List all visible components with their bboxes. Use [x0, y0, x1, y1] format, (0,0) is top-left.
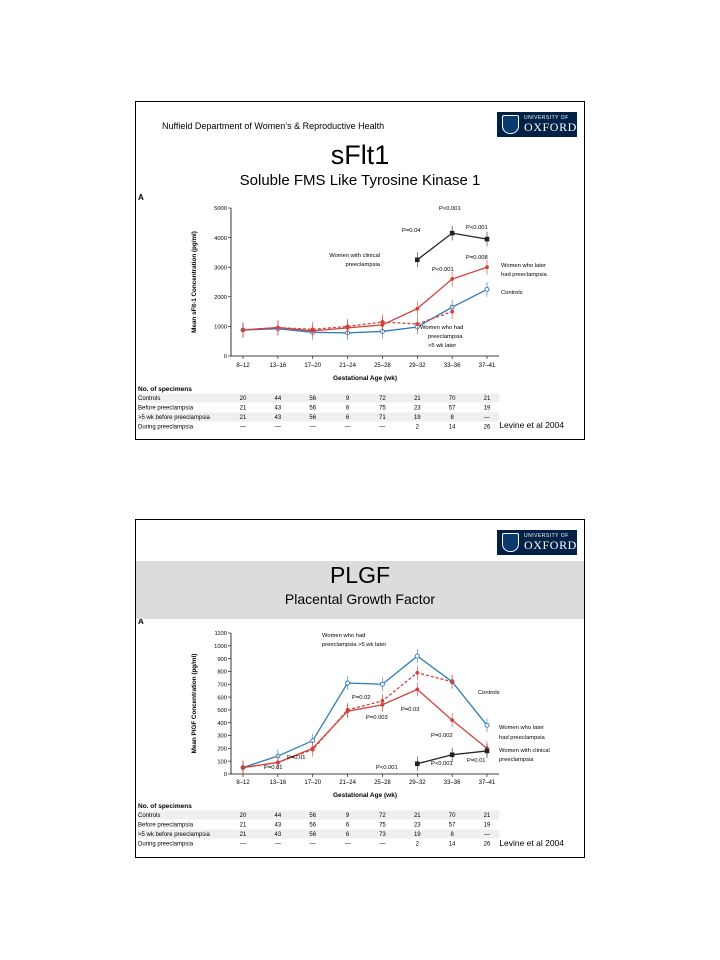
table-row-label: During preeclampsia: [138, 424, 194, 431]
table-cell: 26: [483, 424, 491, 431]
table-cell: 6: [345, 415, 350, 421]
table-cell: 43: [274, 832, 282, 838]
x-tick-label: 37–41: [478, 363, 496, 369]
table-cell: 9: [345, 396, 350, 402]
x-tick-label: 17–20: [304, 363, 322, 369]
data-point: [346, 681, 350, 685]
table-cell: 6: [345, 832, 350, 838]
chart-annotation: preeclampsia: [499, 757, 534, 763]
chart-annotation: P=0.002: [431, 733, 453, 739]
chart-annotation: P=0.01: [264, 765, 283, 771]
y-tick-label: 0: [223, 772, 227, 779]
series-line: [243, 656, 487, 768]
table-cell: 56: [309, 415, 317, 421]
data-point: [381, 320, 385, 324]
x-tick-label: 25–28: [374, 780, 391, 786]
table-cell: 70: [448, 813, 456, 819]
table-cell: 26: [483, 841, 491, 848]
data-point: [485, 237, 490, 242]
table-cell: 14: [448, 424, 456, 431]
data-point: [415, 654, 419, 658]
table-cell: 44: [274, 396, 282, 402]
table-cell: 8: [450, 832, 454, 838]
x-tick-label: 8–12: [236, 780, 250, 786]
x-tick-label: 29–32: [408, 780, 426, 786]
data-point: [415, 761, 420, 766]
table-cell: 56: [309, 405, 317, 412]
table-cell: 72: [379, 396, 386, 402]
table-cell: 75: [379, 822, 386, 829]
x-axis-label: Gestational Age (wk): [332, 375, 398, 382]
table-cell: 21: [239, 415, 247, 421]
table-cell: —: [240, 424, 246, 431]
data-point: [311, 748, 315, 752]
table-row-label: Controls: [138, 396, 161, 402]
y-tick-label: 900: [217, 656, 227, 663]
data-point: [450, 231, 455, 236]
plgf-chart: [136, 619, 585, 857]
table-cell: 19: [483, 822, 491, 829]
oxford-logo: [497, 530, 577, 555]
table-cell: 8: [450, 415, 454, 421]
table-row: [138, 393, 499, 402]
data-point: [381, 699, 385, 703]
chart-annotation: P=0.02: [352, 695, 371, 701]
table-cell: 6: [345, 405, 350, 412]
table-row-label: Controls: [138, 813, 161, 819]
y-tick-label: 5000: [214, 206, 227, 213]
y-tick-label: 1100: [214, 631, 227, 638]
chart-annotation: Controls: [501, 290, 523, 296]
table-cell: 6: [345, 822, 350, 829]
y-tick-label: 700: [217, 682, 227, 689]
logo-oxford: OXFORD: [524, 538, 577, 552]
data-point: [241, 766, 245, 770]
data-point: [485, 723, 489, 727]
department-name: Nuffield Department of Women’s & Reproductive Health: [162, 121, 385, 131]
table-cell: —: [484, 415, 490, 421]
table-row-label: >5 wk before preeclampsia: [138, 415, 210, 421]
chart-annotation: Controls: [478, 690, 500, 696]
chart-annotation: Women who had: [322, 633, 366, 639]
table-cell: —: [309, 424, 316, 431]
y-tick-label: 2000: [214, 295, 227, 301]
table-cell: 73: [379, 832, 386, 838]
y-tick-label: 100: [217, 759, 227, 766]
table-cell: 19: [413, 832, 421, 838]
table-cell: 75: [379, 405, 386, 412]
table-cell: 72: [379, 813, 386, 819]
table-cell: —: [274, 424, 281, 431]
data-point: [415, 307, 419, 311]
series-line: [243, 267, 487, 331]
table-cell: 19: [483, 405, 491, 412]
chart-annotation: P=0.01: [287, 755, 306, 761]
x-tick-label: 37–41: [478, 780, 496, 786]
logo-university-of: UNIVERSITY OF: [524, 115, 569, 121]
data-point: [450, 310, 454, 314]
table-cell: 21: [239, 405, 247, 412]
x-tick-label: 13–16: [269, 780, 287, 786]
table-cell: 56: [309, 396, 317, 402]
table-cell: —: [379, 424, 386, 431]
chart-annotation: Women with clinical: [329, 253, 380, 259]
table-cell: 43: [274, 822, 282, 829]
y-axis-label: Mean sFlt-1 Concentration (pg/ml): [191, 231, 198, 333]
table-row: [138, 810, 499, 819]
table-cell: 70: [448, 396, 456, 402]
table-cell: 2: [415, 841, 419, 848]
x-axis-label: Gestational Age (wk): [332, 792, 398, 799]
table-cell: —: [344, 424, 351, 431]
data-point: [450, 752, 455, 757]
table-cell: 56: [309, 832, 317, 838]
slide-subtitle: Placental Growth Factor: [284, 591, 436, 607]
citation: Levine et al 2004: [499, 838, 564, 848]
y-tick-label: 0: [223, 354, 227, 361]
data-point: [485, 287, 489, 291]
data-point: [485, 749, 490, 754]
crest-icon: [502, 115, 519, 134]
specimens-header: No. of specimens: [138, 803, 192, 810]
table-cell: 21: [413, 396, 421, 402]
panel-label: A: [138, 193, 144, 202]
y-tick-label: 3000: [214, 265, 227, 272]
chart-annotation: preeclampsia: [428, 334, 463, 340]
y-tick-label: 1000: [214, 644, 227, 651]
table-row-label: Before preeclampsia: [138, 822, 194, 829]
sflt1-chart: [136, 191, 585, 440]
oxford-logo: [497, 112, 577, 137]
slide-title: PLGF: [329, 562, 391, 588]
table-cell: 71: [379, 415, 386, 421]
table-cell: 57: [448, 822, 456, 829]
crest-icon: [502, 533, 519, 552]
chart-annotation: P=0.04: [402, 228, 421, 234]
chart-annotation: P=0.01: [467, 758, 486, 764]
chart-annotation: P=0.003: [366, 715, 388, 721]
data-point: [415, 322, 419, 326]
table-cell: 21: [239, 832, 247, 838]
x-tick-label: 17–20: [304, 780, 322, 786]
table-row-label: During preeclampsia: [138, 841, 194, 848]
data-point: [450, 277, 454, 281]
data-point: [276, 326, 280, 330]
y-tick-label: 500: [217, 708, 227, 715]
table-cell: —: [240, 841, 246, 848]
table-cell: 56: [309, 813, 317, 819]
table-cell: —: [379, 841, 386, 848]
chart-annotation: P<0.001: [439, 206, 461, 212]
table-cell: 57: [448, 405, 456, 412]
data-point: [380, 682, 384, 686]
table-cell: 21: [239, 822, 247, 829]
panel-label: A: [138, 619, 144, 626]
y-tick-label: 200: [217, 746, 227, 753]
data-point: [415, 688, 419, 692]
table-cell: 23: [413, 405, 421, 412]
table-cell: —: [484, 832, 490, 838]
citation: Levine et al 2004: [499, 420, 564, 430]
data-point: [415, 258, 420, 263]
table-cell: —: [309, 841, 316, 848]
data-point: [415, 671, 419, 675]
chart-annotation: had preeclampsia: [499, 735, 545, 741]
x-tick-label: 25–28: [374, 363, 391, 369]
chart-annotation: P=0.008: [466, 255, 488, 261]
chart-annotation: >5 wk later: [428, 343, 457, 349]
table-cell: 23: [413, 822, 421, 829]
table-cell: 9: [345, 813, 350, 819]
data-point: [346, 708, 350, 712]
table-cell: 21: [413, 813, 421, 819]
slide-title: sFlt1: [330, 140, 390, 170]
chart-annotation: had preeclampsia: [501, 272, 547, 278]
data-point: [276, 761, 280, 765]
x-tick-label: 21–24: [339, 363, 356, 369]
chart-annotation: preeclampsia: [345, 262, 380, 268]
chart-annotation: P<0.001: [431, 761, 453, 767]
table-cell: 20: [239, 396, 247, 402]
table-cell: 14: [448, 841, 456, 848]
y-axis-label: Mean PlGF Concentration (pg/ml): [191, 653, 198, 754]
x-tick-label: 13–16: [269, 363, 287, 369]
specimens-header: No. of specimens: [138, 386, 192, 393]
data-point: [450, 718, 454, 722]
table-cell: 21: [483, 813, 491, 819]
y-tick-label: 600: [217, 695, 227, 702]
data-point: [346, 325, 350, 329]
data-point: [485, 265, 489, 269]
logo-university-of: UNIVERSITY OF: [524, 533, 569, 539]
x-tick-label: 21–24: [339, 780, 356, 786]
slide-plgf: [135, 519, 585, 858]
x-tick-label: 33–36: [443, 780, 461, 786]
y-tick-label: 1000: [214, 324, 227, 331]
table-cell: 20: [239, 813, 247, 819]
table-row-label: >5 wk before preeclampsia: [138, 832, 210, 838]
data-point: [450, 680, 454, 684]
table-cell: —: [274, 841, 281, 848]
chart-annotation: preeclampsia >5 wk later: [322, 642, 387, 648]
y-tick-label: 400: [217, 720, 227, 727]
chart-annotation: Women who later: [499, 725, 544, 731]
table-cell: 43: [274, 405, 282, 412]
table-row-label: Before preeclampsia: [138, 405, 194, 412]
chart-annotation: P<0.001: [466, 225, 488, 231]
chart-annotation: P<0.001: [376, 765, 398, 771]
x-tick-label: 33–36: [443, 363, 461, 369]
table-cell: 43: [274, 415, 282, 421]
table-cell: —: [344, 841, 351, 848]
table-cell: 21: [483, 396, 491, 402]
x-tick-label: 29–32: [408, 363, 426, 369]
table-cell: 19: [413, 415, 421, 421]
table-cell: 44: [274, 813, 282, 819]
table-cell: 2: [415, 424, 419, 431]
y-tick-label: 800: [217, 669, 227, 676]
data-point: [311, 327, 315, 331]
slide-sflt1: [135, 101, 585, 440]
logo-oxford: OXFORD: [524, 120, 577, 134]
data-point: [241, 328, 245, 332]
chart-annotation: Women who had: [420, 325, 464, 331]
table-cell: 56: [309, 822, 317, 829]
y-tick-label: 4000: [214, 235, 227, 242]
chart-annotation: P=0.03: [401, 707, 420, 713]
chart-annotation: Women who later: [501, 263, 546, 269]
chart-annotation: P<0.001: [432, 267, 454, 273]
x-tick-label: 8–12: [236, 363, 250, 369]
chart-annotation: Women with clinical: [499, 748, 550, 754]
slide-subtitle: Soluble FMS Like Tyrosine Kinase 1: [239, 172, 481, 189]
y-tick-label: 300: [217, 733, 227, 740]
